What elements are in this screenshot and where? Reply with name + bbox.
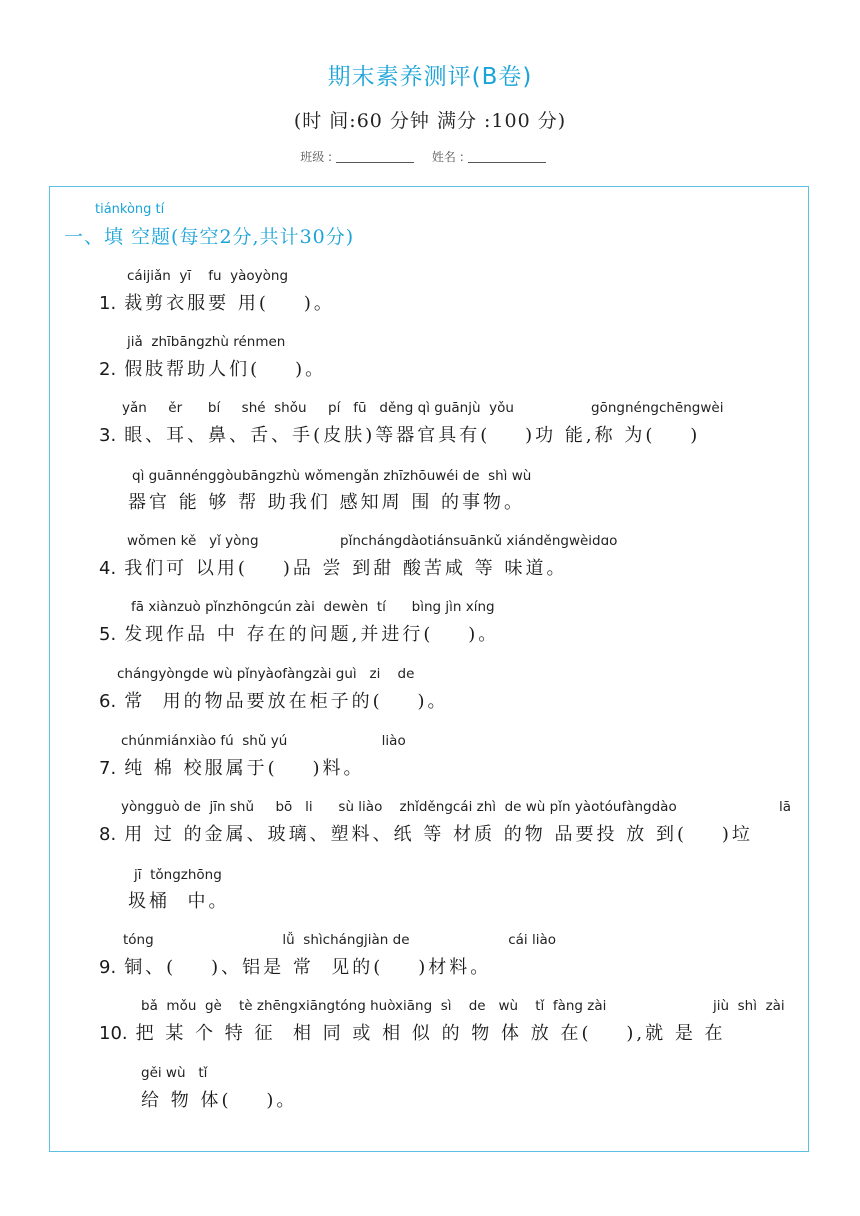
q10-text (99, 1019, 726, 1045)
q2-number: 2. (99, 359, 117, 380)
q8-pinyin-line2: jī tǒngzhōng (134, 867, 222, 883)
q4-text (99, 554, 567, 580)
q3-pinyin-right: gōngnéngchēngwèi (591, 400, 724, 416)
q1-sentence: 裁剪衣服要 用( )。 (124, 293, 335, 314)
q3-pinyin-line2: qì guānnénggòubāngzhù wǒmengǎn zhīzhōuwéi de shì wù (132, 468, 532, 484)
section-pinyin: tiánkòng tí (95, 202, 165, 217)
q3-number: 3. (99, 425, 117, 446)
q8-sentence: 用 过 的金属、玻璃、塑料、纸 等 材质 的物 品要投 放 到( )垃 (124, 824, 753, 845)
q7-number: 7. (99, 758, 117, 779)
q2-text (99, 355, 326, 381)
q10-number: 10. (99, 1023, 128, 1044)
q2-sentence: 假肢帮助人们( )。 (124, 359, 327, 380)
q10-text-line2: 给 物 体( )。 (141, 1090, 298, 1111)
class-blank[interactable] (336, 162, 414, 163)
q10-pinyin: bǎ mǒu gè tè zhēngxiāngtóng huòxiāng sì de wù tǐ fàng zài (141, 998, 607, 1014)
q5-number: 5. (99, 624, 117, 645)
q9-sentence: 铜、( )、铝是 常 见的( )材料。 (124, 957, 492, 978)
class-label: 班级 : (300, 150, 333, 164)
q5-text (99, 620, 499, 646)
q3-text-line2: 器官 能 够 帮 助我们 感知周 围 的事物。 (128, 492, 526, 513)
q7-text (99, 754, 365, 780)
q4-pinyin: wǒmen kě yǐ yòng pǐnchángdàotiánsuānkǔ xiánděngwèidɑo (127, 533, 618, 549)
q9-number: 9. (99, 957, 117, 978)
q8-pinyin-right: lā (779, 799, 792, 815)
q3-pinyin: yǎn ěr bí shé shǒu pí fū děng qì guānjù yǒu (122, 400, 514, 416)
exam-title: 期末素养测评(B卷) (327, 64, 533, 90)
q8-text-line2: 圾桶 中。 (128, 891, 230, 912)
q9-text (99, 953, 491, 979)
section-heading: 一、填 空题(每空2分,共计30分) (64, 226, 355, 248)
q8-number: 8. (99, 824, 117, 845)
q10-pinyin-right: jiù shì zài (713, 998, 785, 1014)
q4-number: 4. (99, 558, 117, 579)
q5-pinyin: fā xiànzuò pǐnzhōngcún zài dewèn tí bìng jìn xíng (131, 599, 495, 615)
student-info-line (0, 148, 860, 165)
q4-sentence: 我们可 以用( )品 尝 到甜 酸苦咸 等 味道。 (124, 558, 568, 579)
q6-pinyin: chángyòngde wù pǐnyàofàngzài guì zi de (117, 666, 415, 682)
name-label: 姓名 : (431, 150, 464, 164)
q6-text (99, 687, 449, 713)
q2-pinyin: jiǎ zhībāngzhù rénmen (127, 334, 286, 350)
q5-sentence: 发现作品 中 存在的问题,并进行( )。 (124, 624, 500, 645)
q6-number: 6. (99, 691, 117, 712)
q10-sentence: 把 某 个 特 征 相 同 或 相 似 的 物 体 放 在( ),就 是 在 (135, 1023, 726, 1044)
q10-pinyin-line2: gěi wù tǐ (141, 1065, 208, 1081)
q3-text (99, 421, 700, 447)
name-blank[interactable] (468, 162, 546, 163)
q7-sentence: 纯 棉 校服属于( )料。 (124, 758, 365, 779)
q8-pinyin: yòngguò de jīn shǔ bō li sù liào zhǐděngcái zhì de wù pǐn yàotóufàngdào (121, 799, 677, 815)
q1-text (99, 289, 335, 315)
q1-number: 1. (99, 293, 117, 314)
q7-pinyin: chúnmiánxiào fú shǔ yú liào (121, 733, 406, 749)
q8-text (99, 820, 753, 846)
exam-subtitle: (时 间:60 分钟 满分 :100 分) (293, 110, 567, 132)
q6-sentence: 常 用的物品要放在柜子的( )。 (124, 691, 449, 712)
q1-pinyin: cáijiǎn yī fu yàoyòng (127, 268, 289, 284)
q9-pinyin: tóng lǚ shìchángjiàn de cái liào (123, 932, 556, 948)
q3-sentence: 眼、耳、鼻、舌、手(皮肤)等器官具有( )功 能,称 为( ) (124, 425, 701, 446)
